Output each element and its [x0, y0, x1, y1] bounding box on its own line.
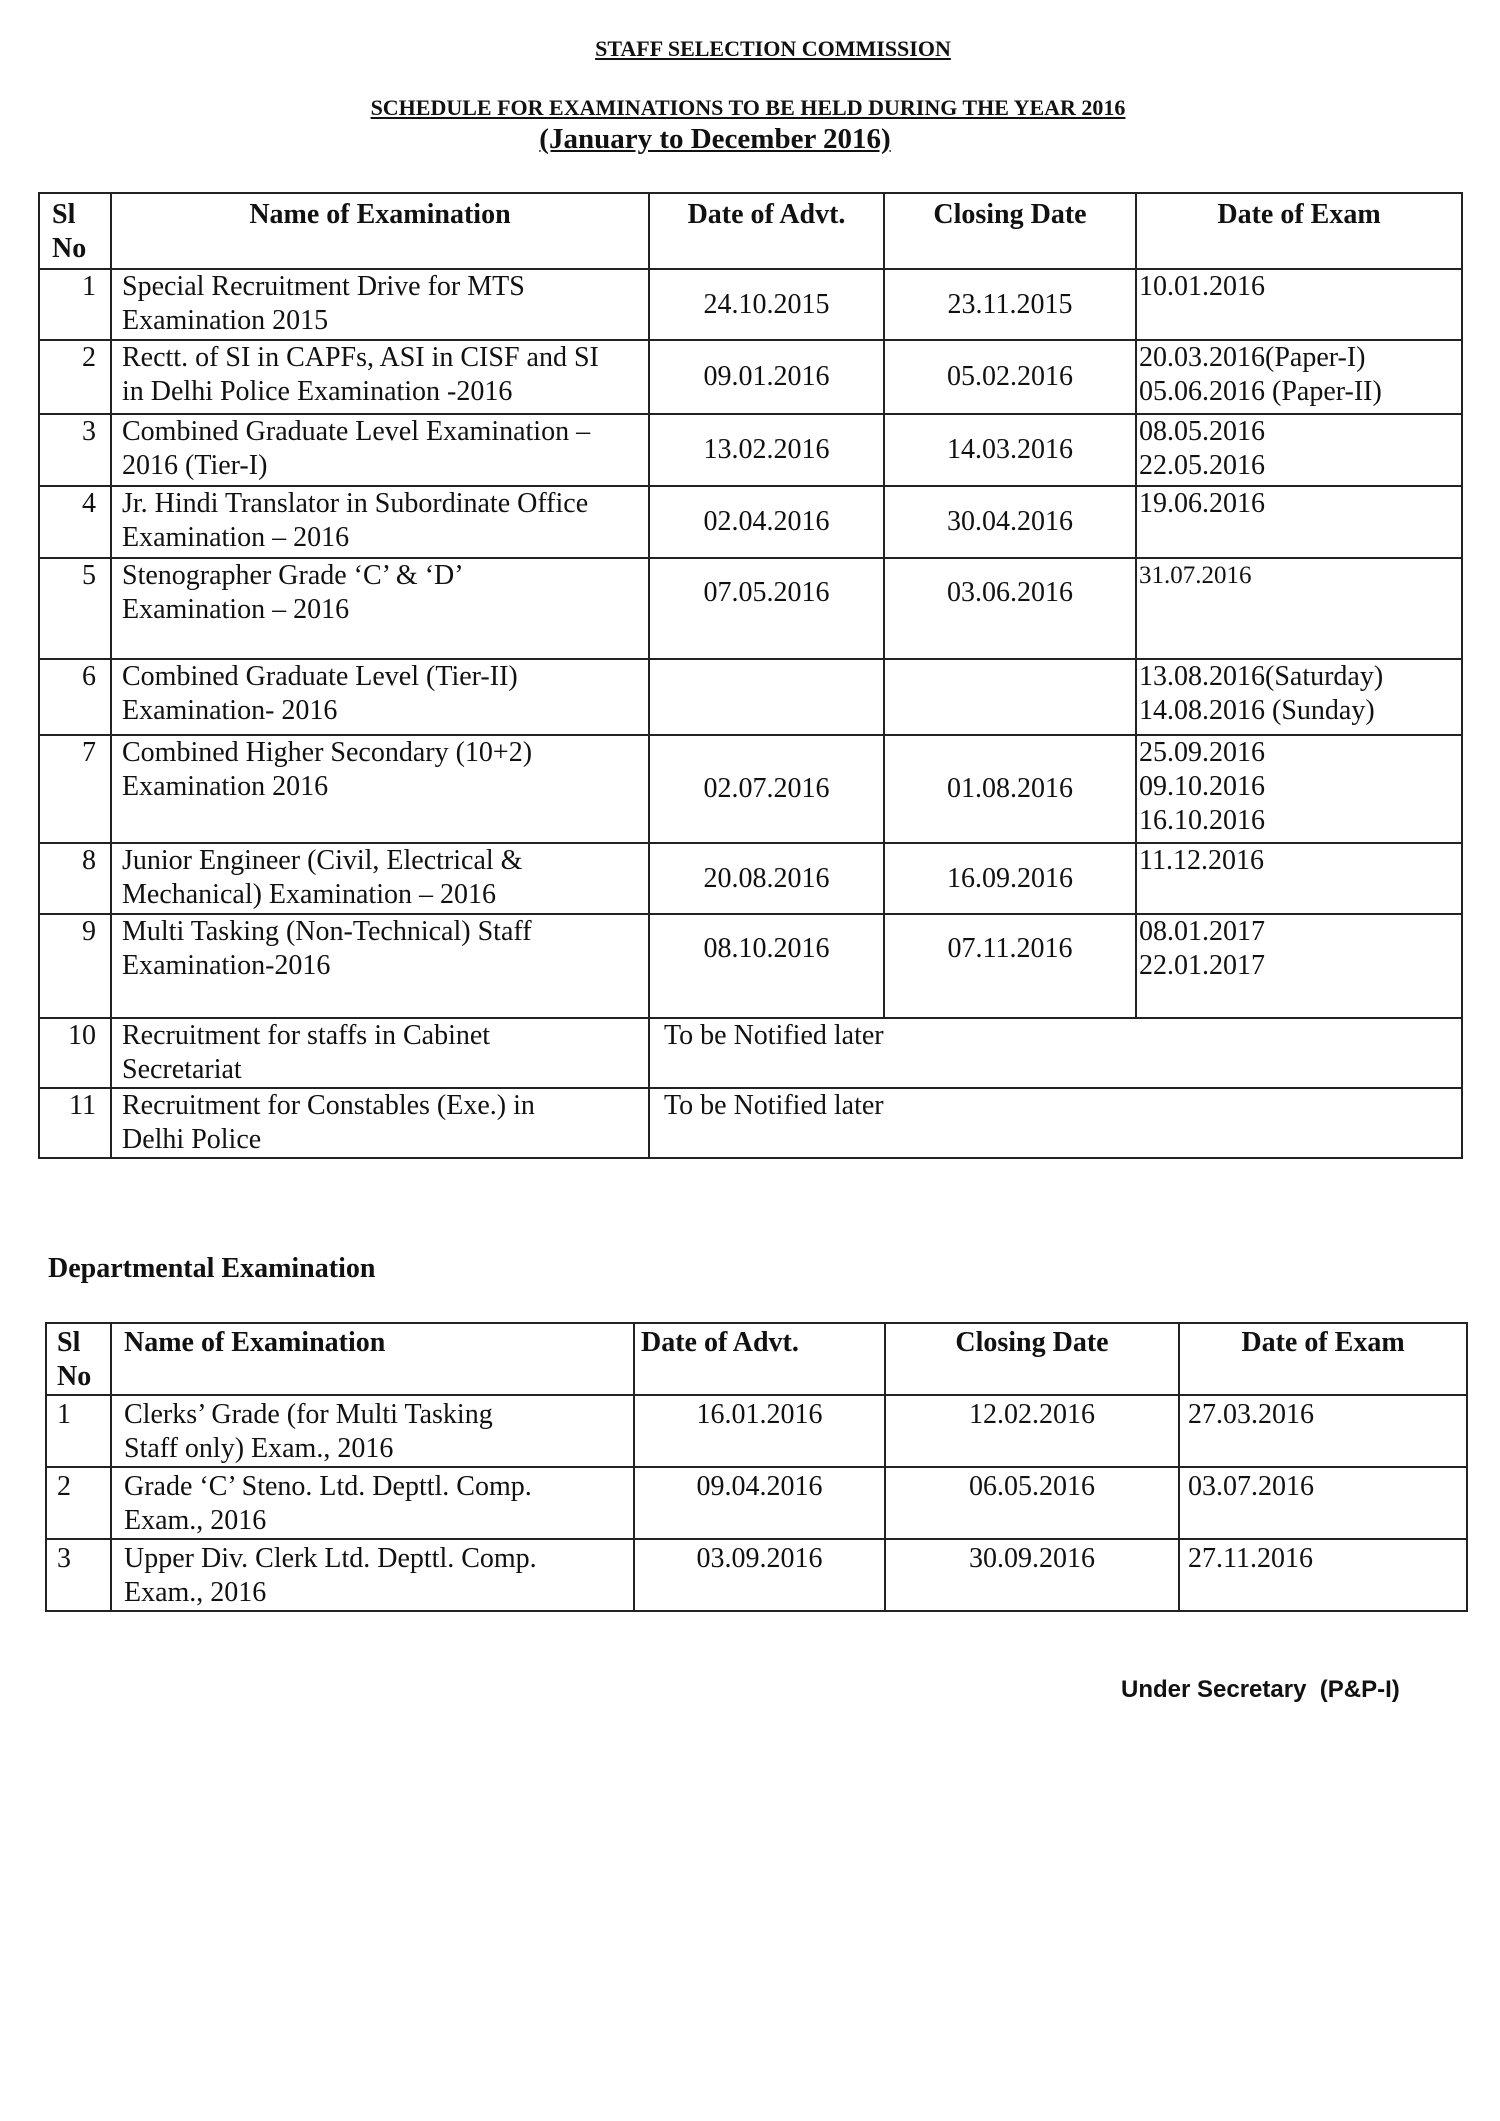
- closing-date-cell: 07.11.2016: [884, 914, 1136, 1018]
- table-row: [39, 1018, 1462, 1088]
- col-header-name: Name of Examination: [111, 193, 649, 269]
- table-row: [39, 558, 1462, 659]
- col-header-sl: Sl No: [39, 193, 111, 269]
- advt-date-cell: 02.04.2016: [649, 486, 884, 558]
- sl-cell: 11: [39, 1088, 111, 1158]
- closing-date-cell: 03.06.2016: [884, 558, 1136, 659]
- exam-name-cell: Combined Graduate Level (Tier-II) Examination- 2016: [111, 659, 649, 735]
- sl-cell: 3: [39, 414, 111, 486]
- schedule-period: (January to December 2016): [539, 123, 891, 155]
- sl-cell: 5: [39, 558, 111, 659]
- departmental-exam-table: [45, 1322, 1468, 1612]
- exam-date-cell: 27.03.2016: [1179, 1395, 1467, 1467]
- sl-cell: 3: [46, 1539, 111, 1611]
- closing-date-cell: 30.04.2016: [884, 486, 1136, 558]
- exam-date-cell: 19.06.2016: [1136, 486, 1462, 558]
- org-title: STAFF SELECTION COMMISSION: [595, 36, 951, 61]
- exam-name-cell: Multi Tasking (Non-Technical) Staff Examination-2016: [111, 914, 649, 1018]
- table-row: [39, 486, 1462, 558]
- table-header-row: [39, 193, 1462, 269]
- exam-date-cell: 03.07.2016: [1179, 1467, 1467, 1539]
- closing-date-cell: 23.11.2015: [884, 269, 1136, 340]
- exam-date-cell: 27.11.2016: [1179, 1539, 1467, 1611]
- advt-date-cell: 03.09.2016: [634, 1539, 885, 1611]
- exam-name-cell: Combined Graduate Level Examination – 2016 (Tier-I): [111, 414, 649, 486]
- exam-name-cell: Upper Div. Clerk Ltd. Depttl. Comp. Exam., 2016: [111, 1539, 634, 1611]
- notice-cell: To be Notified later: [649, 1088, 1462, 1158]
- col-header-sl: Sl No: [46, 1323, 111, 1395]
- table-row: [39, 414, 1462, 486]
- table-row: [39, 1088, 1462, 1158]
- col-header-closing: Closing Date: [884, 193, 1136, 269]
- exam-name-cell: Junior Engineer (Civil, Electrical & Mechanical) Examination – 2016: [111, 843, 649, 914]
- table-row: [39, 843, 1462, 914]
- table-row: [39, 659, 1462, 735]
- exam-name-cell: Stenographer Grade ‘C’ & ‘D’ Examination – 2016: [111, 558, 649, 659]
- col-header-closing: Closing Date: [885, 1323, 1179, 1395]
- closing-date-cell: 05.02.2016: [884, 340, 1136, 414]
- exam-date-cell: 31.07.2016: [1136, 558, 1462, 659]
- sl-cell: 4: [39, 486, 111, 558]
- table-row: [46, 1467, 1467, 1539]
- exam-name-cell: Clerks’ Grade (for Multi Tasking Staff only) Exam., 2016: [111, 1395, 634, 1467]
- exam-date-cell: 13.08.2016(Saturday) 14.08.2016 (Sunday): [1136, 659, 1462, 735]
- sl-cell: 1: [46, 1395, 111, 1467]
- advt-date-cell: 08.10.2016: [649, 914, 884, 1018]
- exam-date-cell: 08.05.2016 22.05.2016: [1136, 414, 1462, 486]
- closing-date-cell: 01.08.2016: [884, 735, 1136, 843]
- closing-date-cell: [884, 659, 1136, 735]
- exam-name-cell: Recruitment for Constables (Exe.) in Delhi Police: [111, 1088, 649, 1158]
- exam-name-cell: Recruitment for staffs in Cabinet Secretariat: [111, 1018, 649, 1088]
- closing-date-cell: 16.09.2016: [884, 843, 1136, 914]
- sl-cell: 2: [46, 1467, 111, 1539]
- sl-cell: 10: [39, 1018, 111, 1088]
- table-row: [46, 1539, 1467, 1611]
- advt-date-cell: 09.01.2016: [649, 340, 884, 414]
- exam-date-cell: 20.03.2016(Paper-I) 05.06.2016 (Paper-II): [1136, 340, 1462, 414]
- col-header-exam: Date of Exam: [1136, 193, 1462, 269]
- schedule-title: SCHEDULE FOR EXAMINATIONS TO BE HELD DURING THE YEAR 2016: [370, 95, 1126, 120]
- exam-name-cell: Special Recruitment Drive for MTS Examination 2015: [111, 269, 649, 340]
- sl-cell: 2: [39, 340, 111, 414]
- exam-date-cell: 11.12.2016: [1136, 843, 1462, 914]
- closing-date-cell: 14.03.2016: [884, 414, 1136, 486]
- exam-date-cell: 10.01.2016: [1136, 269, 1462, 340]
- notice-cell: To be Notified later: [649, 1018, 1462, 1088]
- signatory: Under Secretary (P&P-I): [1121, 1676, 1400, 1703]
- table-header-row: [46, 1323, 1467, 1395]
- advt-date-cell: 13.02.2016: [649, 414, 884, 486]
- advt-date-cell: 16.01.2016: [634, 1395, 885, 1467]
- closing-date-cell: 12.02.2016: [885, 1395, 1179, 1467]
- advt-date-cell: 02.07.2016: [649, 735, 884, 843]
- sl-cell: 7: [39, 735, 111, 843]
- exam-name-cell: Grade ‘C’ Steno. Ltd. Depttl. Comp. Exam., 2016: [111, 1467, 634, 1539]
- advt-date-cell: [649, 659, 884, 735]
- departmental-heading: Departmental Examination: [48, 1253, 376, 1284]
- advt-date-cell: 20.08.2016: [649, 843, 884, 914]
- sl-cell: 9: [39, 914, 111, 1018]
- col-header-exam: Date of Exam: [1179, 1323, 1467, 1395]
- sl-cell: 1: [39, 269, 111, 340]
- exam-name-cell: Combined Higher Secondary (10+2) Examination 2016: [111, 735, 649, 843]
- closing-date-cell: 06.05.2016: [885, 1467, 1179, 1539]
- exam-schedule-table: [38, 192, 1463, 1159]
- advt-date-cell: 07.05.2016: [649, 558, 884, 659]
- exam-date-cell: 25.09.2016 09.10.2016 16.10.2016: [1136, 735, 1462, 843]
- closing-date-cell: 30.09.2016: [885, 1539, 1179, 1611]
- table-row: [39, 735, 1462, 843]
- table-row: [46, 1395, 1467, 1467]
- advt-date-cell: 09.04.2016: [634, 1467, 885, 1539]
- sl-cell: 6: [39, 659, 111, 735]
- table-row: [39, 269, 1462, 340]
- table-row: [39, 340, 1462, 414]
- table-row: [39, 914, 1462, 1018]
- col-header-advt: Date of Advt.: [634, 1323, 885, 1395]
- col-header-advt: Date of Advt.: [649, 193, 884, 269]
- exam-date-cell: 08.01.2017 22.01.2017: [1136, 914, 1462, 1018]
- exam-name-cell: Rectt. of SI in CAPFs, ASI in CISF and SI in Delhi Police Examination -2016: [111, 340, 649, 414]
- col-header-name: Name of Examination: [111, 1323, 634, 1395]
- exam-name-cell: Jr. Hindi Translator in Subordinate Office Examination – 2016: [111, 486, 649, 558]
- advt-date-cell: 24.10.2015: [649, 269, 884, 340]
- sl-cell: 8: [39, 843, 111, 914]
